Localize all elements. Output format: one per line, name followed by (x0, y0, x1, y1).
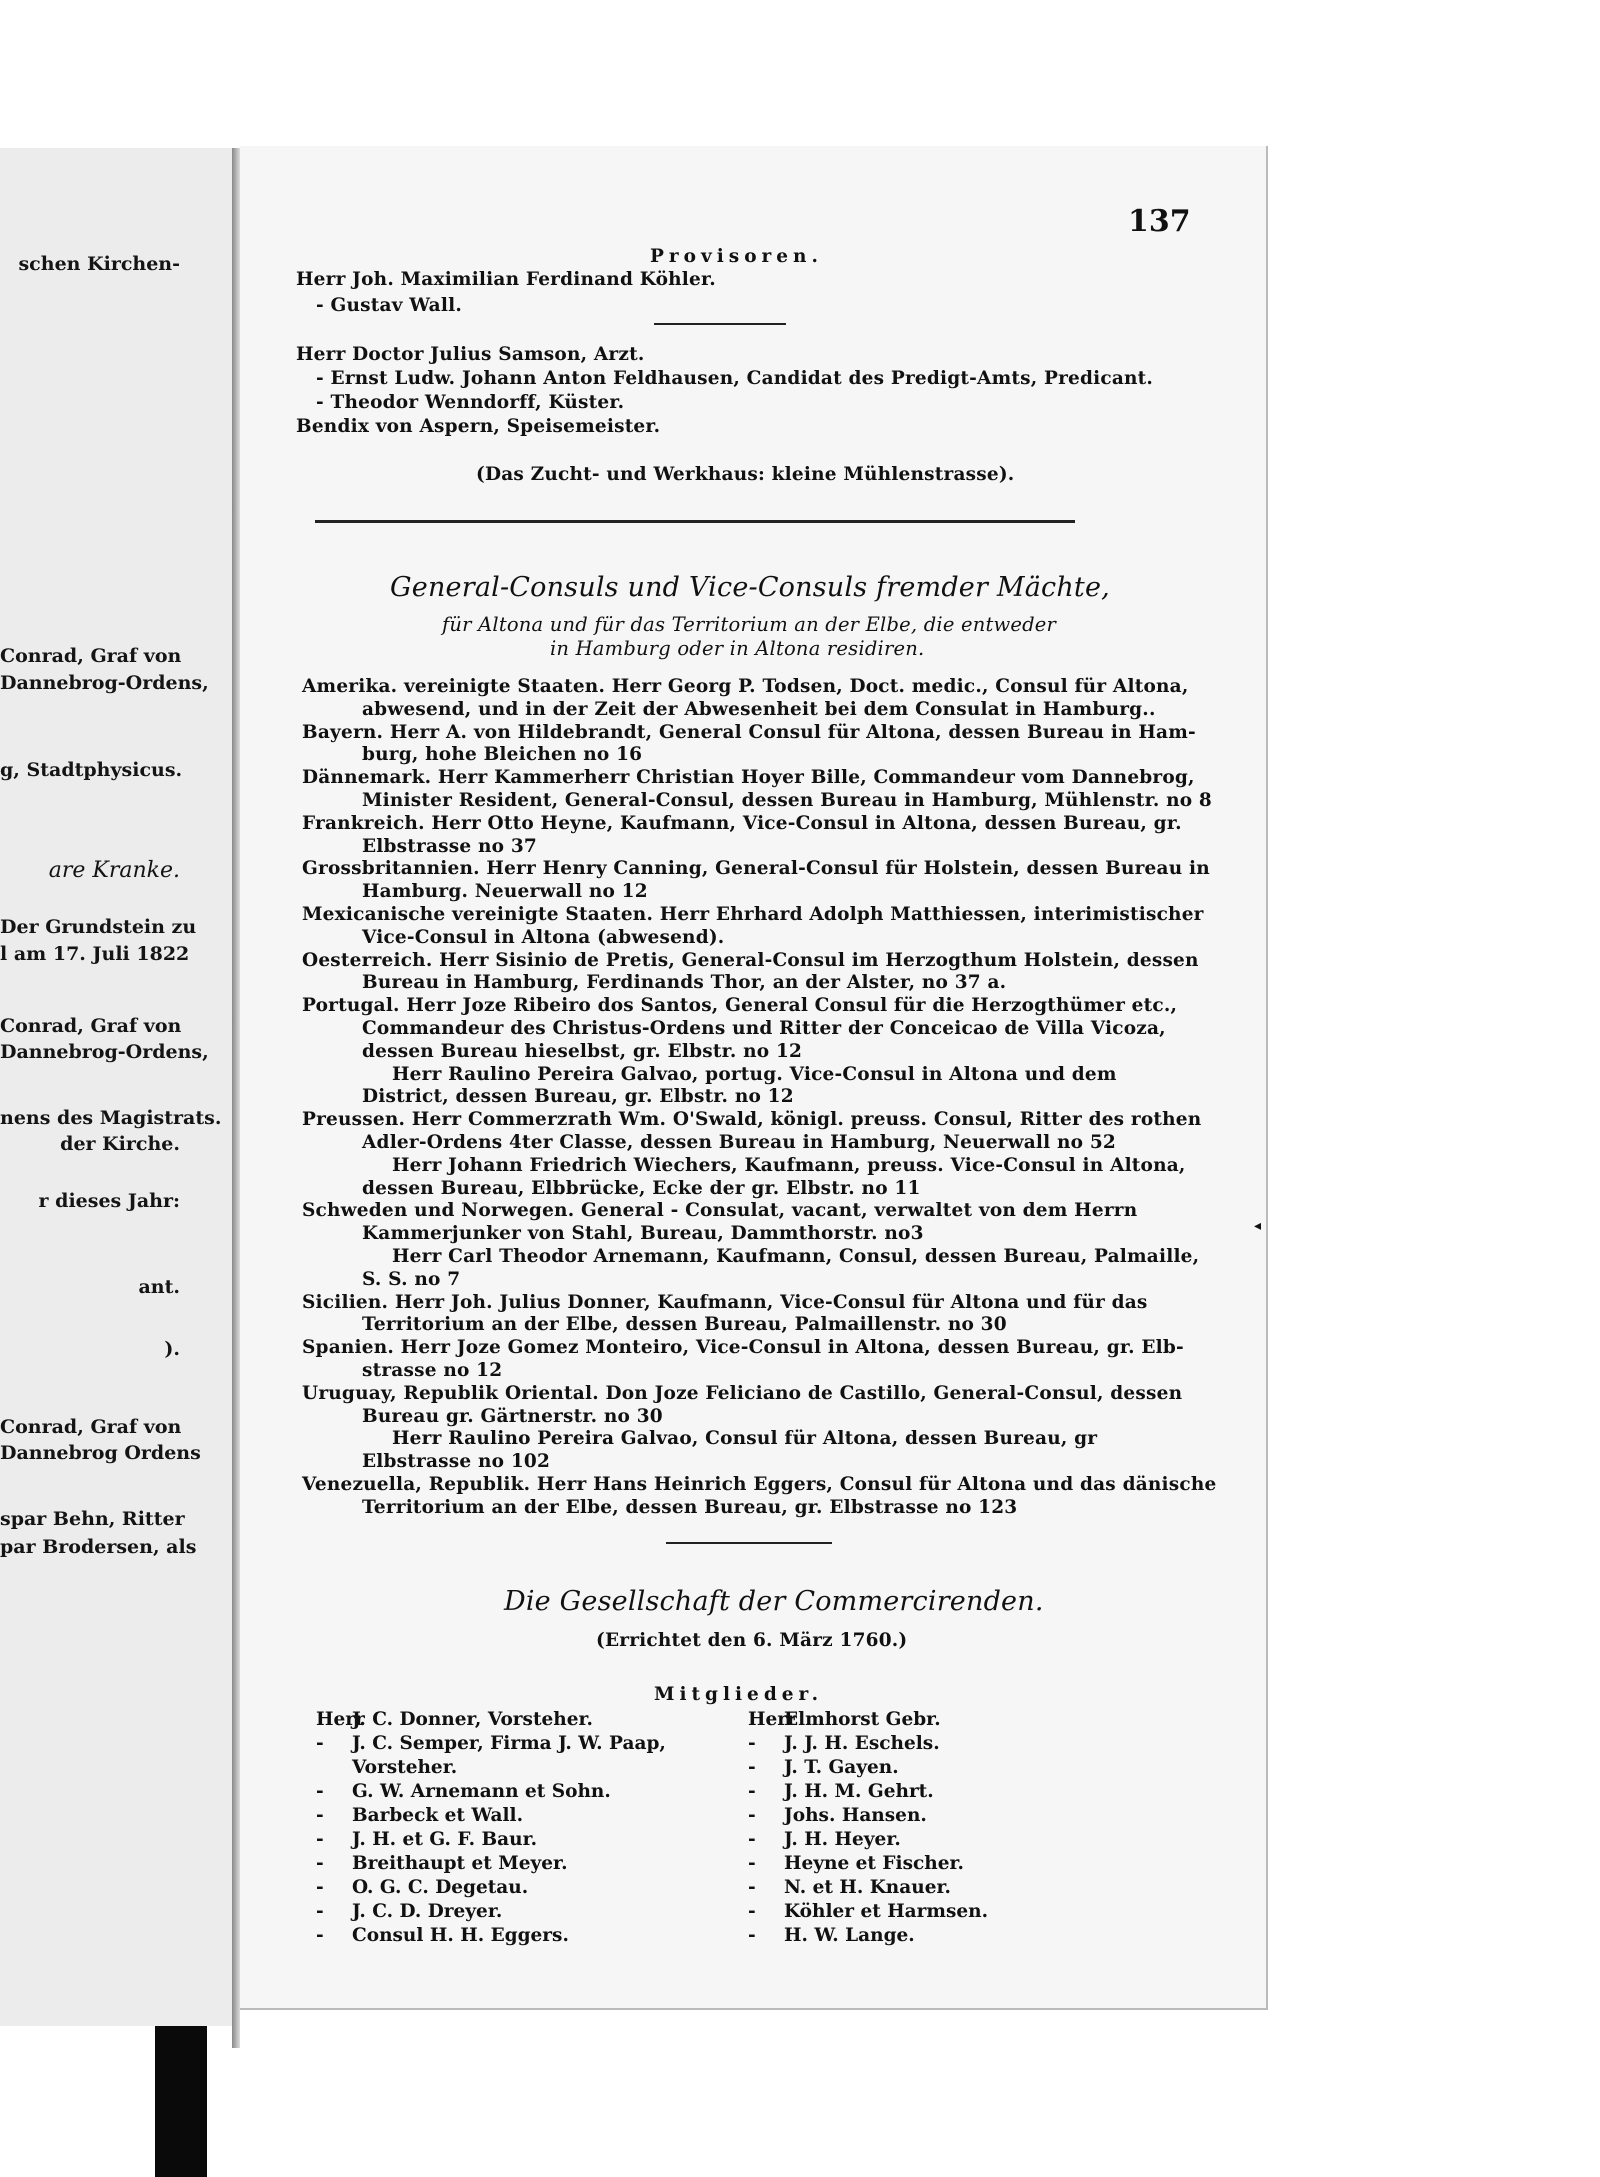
consul-line: Vice-Consul in Altona (abwesend). (362, 926, 725, 948)
page (240, 146, 1268, 2010)
member-row (316, 1829, 666, 1853)
member-prefix: - (748, 1901, 756, 1922)
consul-line: Territorium an der Elbe, dessen Bureau, gr. Elbstrasse no 123 (362, 1496, 1018, 1518)
consul-line: Portugal. Herr Joze Ribeiro dos Santos, General Consul für die Herzogthümer etc., (302, 995, 1178, 1017)
consul-line: Commandeur des Christus-Ordens und Ritter der Conceicao de Villa Vicoza, (362, 1018, 1166, 1039)
member-prefix: - (316, 1781, 324, 1802)
page-gutter (232, 148, 240, 2048)
margin-mark: ◂ (1254, 1218, 1262, 1234)
member-name: J. H. Heyer. (784, 1829, 901, 1850)
consul-line: Bureau in Hamburg, Ferdinands Thor, an der Alster, no 37 a. (362, 972, 1007, 994)
left-page-fragment: Conrad, Graf von (0, 1015, 182, 1037)
member-name: J. C. D. Dreyer. (352, 1901, 503, 1922)
member-row (316, 1925, 666, 1949)
member-name: Elmhorst Gebr. (784, 1709, 941, 1730)
member-name: Köhler et Harmsen. (784, 1901, 989, 1922)
member-row (316, 1733, 666, 1757)
left-page-fragment: Dannebrog-Ordens, (0, 1041, 209, 1063)
consul-line: Herr Raulino Pereira Galvao, portug. Vice-Consul in Altona und dem (392, 1063, 1117, 1085)
previous-page (0, 148, 235, 2026)
member-name: Vorsteher. (352, 1757, 458, 1778)
consul-line: strasse no 12 (362, 1360, 503, 1381)
provisoren-line: Herr Joh. Maximilian Ferdinand Köhler. (296, 269, 716, 290)
member-prefix: - (748, 1853, 756, 1874)
member-row (748, 1709, 988, 1733)
left-page-fragment: r dieses Jahr: (38, 1190, 180, 1212)
member-name: N. et H. Knauer. (784, 1877, 951, 1898)
provisoren-line: - Gustav Wall. (316, 295, 462, 316)
member-row (316, 1757, 666, 1781)
member-name: Heyne et Fischer. (784, 1853, 964, 1874)
consul-line: burg, hohe Bleichen no 16 (362, 744, 643, 766)
staff-line: - Ernst Ludw. Johann Anton Feldhausen, Candidat des Predigt-Amts, Predicant. (316, 368, 1154, 389)
member-name: O. G. C. Degetau. (352, 1877, 529, 1898)
member-row (316, 1853, 666, 1877)
consul-line: dessen Bureau, Elbbrücke, Ecke der gr. Elbstr. no 11 (362, 1177, 921, 1199)
consul-line: dessen Bureau hieselbst, gr. Elbstr. no 12 (362, 1040, 803, 1062)
consul-line: Venezuella, Republik. Herr Hans Heinrich Eggers, Consul für Altona und das dänische (302, 1474, 1217, 1495)
member-prefix: - (316, 1877, 324, 1898)
member-row (748, 1877, 988, 1901)
consul-line: Schweden und Norwegen. General - Consulat, vacant, verwaltet von dem Herrn (302, 1200, 1138, 1222)
member-name: G. W. Arnemann et Sohn. (352, 1781, 611, 1802)
divider (666, 1542, 832, 1544)
founded-note: (Errichtet den 6. März 1760.) (596, 1630, 908, 1651)
staff-line: Herr Doctor Julius Samson, Arzt. (296, 344, 645, 365)
consul-line: Mexicanische vereinigte Staaten. Herr Ehrhard Adolph Matthiessen, interimistischer (302, 904, 1204, 925)
left-page-fragment: nens des Magistrats. (0, 1107, 222, 1129)
consul-line: Frankreich. Herr Otto Heyne, Kaufmann, Vice-Consul in Altona, dessen Bureau, gr. (302, 812, 1182, 834)
member-name: Breithaupt et Meyer. (352, 1853, 568, 1874)
member-row (748, 1901, 988, 1925)
staff-line: Bendix von Aspern, Speisemeister. (296, 416, 661, 437)
member-prefix: Herr (748, 1709, 797, 1730)
member-prefix: - (748, 1925, 756, 1946)
member-name: J. C. Donner, Vorsteher. (352, 1709, 593, 1730)
member-row (316, 1877, 666, 1901)
left-page-fragment: spar Behn, Ritter (0, 1508, 185, 1530)
consul-line: abwesend, und in der Zeit der Abwesenheit bei dem Consulat in Hamburg.. (362, 698, 1156, 720)
consul-line: Preussen. Herr Commerzrath Wm. O'Swald, königl. preuss. Consul, Ritter des rothen (302, 1109, 1202, 1131)
member-name: Johs. Hansen. (784, 1805, 927, 1826)
member-prefix: Herr (316, 1709, 365, 1730)
consul-line: Bayern. Herr A. von Hildebrandt, General Consul für Altona, dessen Bureau in Ham- (302, 721, 1196, 743)
member-row (748, 1829, 988, 1853)
left-page-fragment: par Brodersen, als (0, 1536, 197, 1558)
member-row (748, 1853, 988, 1877)
consul-line: Oesterreich. Herr Sisinio de Pretis, General-Consul im Herzogthum Holstein, dessen (302, 949, 1199, 971)
member-name: Consul H. H. Eggers. (352, 1925, 569, 1946)
members-left-column (316, 1709, 666, 1949)
member-name: J. J. H. Eschels. (784, 1733, 940, 1754)
member-prefix: - (748, 1781, 756, 1802)
member-prefix: - (748, 1877, 756, 1898)
provisoren-heading: Provisoren. (650, 246, 823, 267)
consul-line: District, dessen Bureau, gr. Elbstr. no 12 (362, 1086, 794, 1108)
member-row (748, 1757, 988, 1781)
consul-line: Herr Raulino Pereira Galvao, Consul für Altona, dessen Bureau, gr (392, 1428, 1098, 1450)
staff-line: - Theodor Wenndorff, Küster. (316, 392, 625, 413)
consul-line: Adler-Ordens 4ter Classe, dessen Bureau in Hamburg, Neuerwall no 52 (362, 1132, 1117, 1153)
member-prefix: - (748, 1829, 756, 1850)
consul-line: Amerika. vereinigte Staaten. Herr Georg P. Todsen, Doct. medic., Consul für Altona, (302, 676, 1189, 697)
members-right-column (748, 1709, 988, 1949)
member-name: J. T. Gayen. (784, 1757, 899, 1778)
binding-shadow (155, 2026, 207, 2177)
left-page-fragment: schen Kirchen- (18, 253, 180, 275)
left-page-fragment: Dannebrog-Ordens, (0, 672, 209, 694)
consul-line: Hamburg. Neuerwall no 12 (362, 881, 648, 903)
consul-line: Herr Carl Theodor Arnemann, Kaufmann, Consul, dessen Bureau, Palmaille, (392, 1246, 1200, 1267)
member-prefix: - (316, 1805, 324, 1826)
members-heading: Mitglieder. (654, 1684, 824, 1705)
member-row (316, 1709, 666, 1733)
member-prefix: - (316, 1829, 324, 1850)
member-row (748, 1805, 988, 1829)
consuls-subtitle: in Hamburg oder in Altona residiren. (550, 637, 925, 660)
left-page-fragment: ). (164, 1338, 180, 1360)
consul-line: Elbstrasse no 37 (362, 835, 537, 857)
member-prefix: - (748, 1733, 756, 1754)
section-divider (315, 520, 1075, 523)
left-page-fragment: Conrad, Graf von (0, 645, 182, 667)
page-number: 137 (1128, 204, 1191, 239)
zuchthaus-note: (Das Zucht- und Werkhaus: kleine Mühlenstrasse). (476, 464, 1015, 485)
consul-line: Bureau gr. Gärtnerstr. no 30 (362, 1405, 663, 1427)
consul-line: S. S. no 7 (362, 1268, 461, 1290)
left-page-fragment: Dannebrog Ordens (0, 1442, 201, 1464)
consul-line: Dännemark. Herr Kammerherr Christian Hoyer Bille, Commandeur vom Dannebrog, (302, 767, 1195, 789)
consul-line: Elbstrasse no 102 (362, 1451, 551, 1473)
member-name: J. H. M. Gehrt. (784, 1781, 934, 1802)
member-prefix: - (748, 1805, 756, 1826)
divider (654, 323, 786, 325)
member-prefix: - (748, 1757, 756, 1778)
commercirenden-title: Die Gesellschaft der Commercirenden. (504, 1586, 1044, 1617)
member-prefix: - (316, 1925, 324, 1946)
member-row (316, 1901, 666, 1925)
member-row (316, 1805, 666, 1829)
member-name: J. C. Semper, Firma J. W. Paap, (352, 1733, 666, 1754)
consul-line: Spanien. Herr Joze Gomez Monteiro, Vice-Consul in Altona, dessen Bureau, gr. Elb- (302, 1337, 1184, 1359)
consul-line: Sicilien. Herr Joh. Julius Donner, Kaufmann, Vice-Consul für Altona und für das (302, 1291, 1148, 1313)
consul-line: Grossbritannien. Herr Henry Canning, General-Consul für Holstein, dessen Bureau in (302, 858, 1210, 880)
member-name: Barbeck et Wall. (352, 1805, 524, 1826)
member-name: J. H. et G. F. Baur. (352, 1829, 538, 1850)
left-page-fragment: der Kirche. (60, 1133, 180, 1155)
consul-line: Territorium an der Elbe, dessen Bureau, Palmaillenstr. no 30 (362, 1314, 1007, 1336)
member-row (316, 1781, 666, 1805)
member-row (748, 1733, 988, 1757)
left-page-fragment: g, Stadtphysicus. (0, 759, 183, 781)
left-page-fragment: Conrad, Graf von (0, 1416, 182, 1438)
left-page-fragment: are Kranke. (48, 858, 180, 883)
consuls-subtitle: für Altona und für das Territorium an der Elbe, die entweder (442, 613, 1057, 636)
member-name: H. W. Lange. (784, 1925, 915, 1946)
left-page-fragment: ant. (138, 1276, 180, 1298)
member-prefix: - (316, 1853, 324, 1874)
consul-line: Minister Resident, General-Consul, dessen Bureau in Hamburg, Mühlenstr. no 8 (362, 790, 1213, 811)
consuls-title: General-Consuls und Vice-Consuls fremder Mächte, (390, 572, 1110, 603)
member-row (748, 1925, 988, 1949)
member-prefix: - (316, 1733, 324, 1754)
left-page-fragment: Der Grundstein zu (0, 916, 197, 938)
member-prefix: - (316, 1901, 324, 1922)
consul-line: Uruguay, Republik Oriental. Don Joze Feliciano de Castillo, General-Consul, dessen (302, 1382, 1183, 1404)
left-page-fragment: l am 17. Juli 1822 (0, 943, 190, 965)
consul-line: Herr Johann Friedrich Wiechers, Kaufmann, preuss. Vice-Consul in Altona, (392, 1154, 1186, 1176)
consul-line: Kammerjunker von Stahl, Bureau, Dammthorstr. no3 (362, 1223, 924, 1245)
member-row (748, 1781, 988, 1805)
